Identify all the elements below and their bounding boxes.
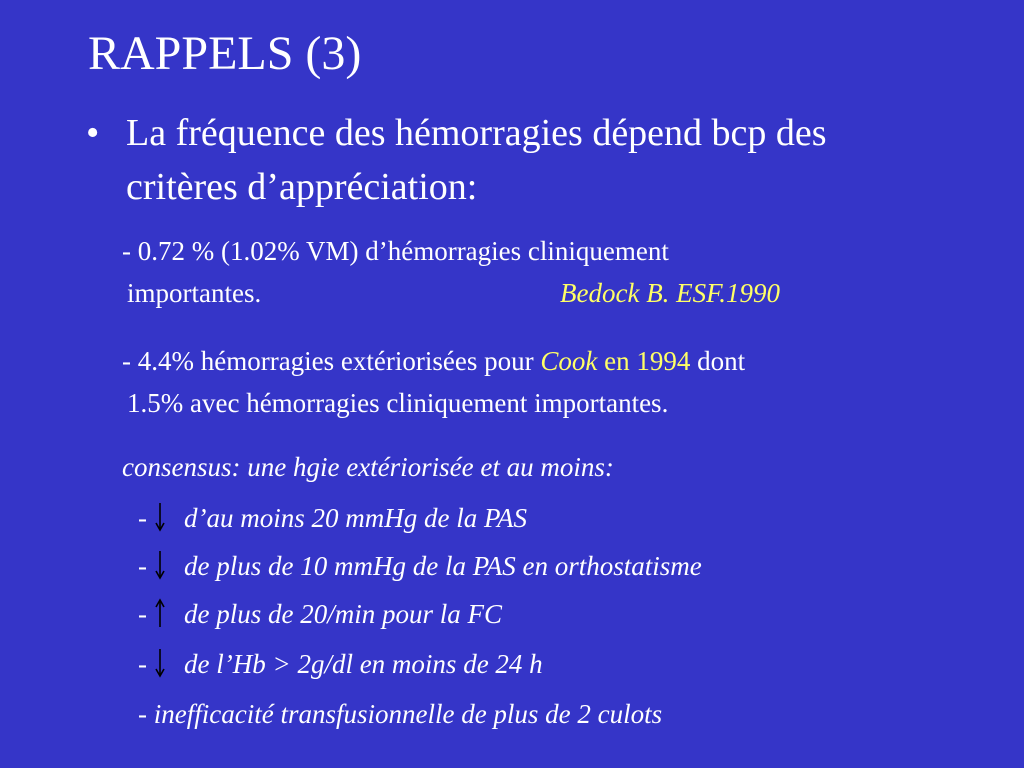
criterion-2 [138, 548, 702, 584]
item2-part1: - 4.4% hémorragies extériorisées pour [122, 346, 541, 376]
main-bullet [86, 106, 946, 214]
bullet-text: La fréquence des hémorragies dépend bcp des critères d’appréciation: [126, 112, 827, 208]
item1-line1: - 0.72 % (1.02% VM) d’hémorragies cliniquement [122, 236, 669, 266]
item1-line2: importantes. [127, 278, 262, 308]
down-arrow-icon [152, 647, 168, 679]
criterion-3 [138, 596, 502, 632]
criterion-dash: - [138, 699, 154, 729]
cook-reference: Cook [540, 346, 598, 376]
down-arrow-icon [152, 549, 168, 581]
item2-line2: 1.5% avec hémorragies cliniquement importantes. [127, 388, 669, 418]
criterion-dash: - [138, 649, 147, 679]
cook-year: en 1994 [597, 346, 691, 376]
up-arrow-icon [152, 597, 168, 629]
criterion-dash: - [138, 503, 147, 533]
bullet-marker: • [86, 112, 100, 154]
item2-part3: dont [690, 346, 746, 376]
consensus-heading: consensus: une hgie extériorisée et au moins: [122, 452, 614, 482]
item-hemorrhage-rate [122, 230, 780, 314]
criterion-dash: - [138, 599, 147, 629]
criterion-text: inefficacité transfusionnelle de plus de 2 culots [153, 699, 663, 729]
criterion-4 [138, 646, 543, 682]
down-arrow-icon [152, 501, 168, 533]
item1-line2-row [122, 272, 780, 314]
criterion-text: de plus de 20/min pour la FC [184, 599, 502, 629]
item2-line1-row [122, 340, 745, 382]
criterion-dash: - [138, 551, 147, 581]
criterion-1 [138, 500, 527, 536]
criterion-5 [138, 696, 662, 732]
criterion-text: de l’Hb > 2g/dl en moins de 24 h [184, 649, 543, 679]
item-cook-study [122, 340, 745, 424]
reference-bedock: Bedock B. ESF.1990 [560, 278, 780, 308]
criterion-text: d’au moins 20 mmHg de la PAS [184, 503, 527, 533]
slide-title: RAPPELS (3) [88, 27, 362, 80]
criterion-text: de plus de 10 mmHg de la PAS en orthostatisme [184, 551, 702, 581]
